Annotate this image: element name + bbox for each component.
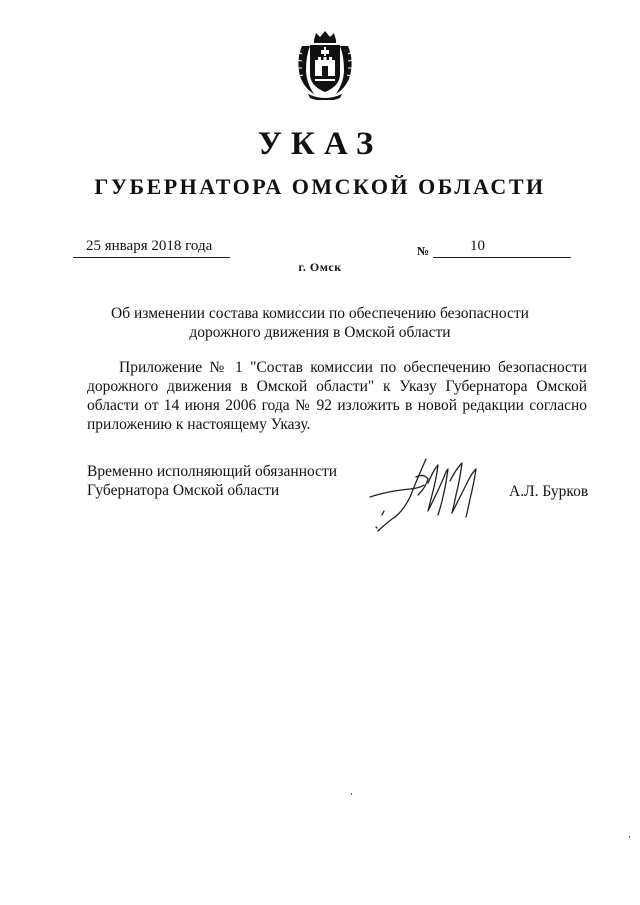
- handwritten-signature-icon: [366, 455, 496, 535]
- document-date: 25 января 2018 года: [86, 238, 213, 254]
- signer-position: [87, 462, 337, 500]
- document-heading: [90, 304, 550, 342]
- number-label: №: [417, 244, 430, 258]
- signer-position-line-2: Губернатора Омской области: [87, 482, 280, 499]
- scan-speck: [351, 793, 352, 795]
- heading-line-2: дорожного движения в Омской области: [189, 324, 451, 341]
- signer-position-line-1: Временно исполняющий обязанности: [87, 463, 338, 480]
- signer-name: А.Л. Бурков: [509, 483, 589, 500]
- document-number: 10: [470, 238, 485, 254]
- coat-of-arms-icon: [294, 30, 356, 100]
- document-title: УКАЗ: [257, 126, 383, 162]
- document-subtitle: ГУБЕРНАТОРА ОМСКОЙ ОБЛАСТИ: [94, 174, 546, 199]
- date-underline: [73, 257, 230, 258]
- number-underline: [433, 257, 571, 258]
- scan-speck: [629, 836, 630, 838]
- heading-line-1: Об изменении состава комиссии по обеспечению безопасности: [111, 305, 529, 322]
- date-field: [75, 236, 230, 258]
- city-name: г. Омск: [298, 260, 342, 274]
- document-body: Приложение № 1 "Состав комиссии по обеспечению безопасности дорожного движения в Омской области" к Указу Губернатора Омской области от 14 июня 2006 года № 92 изложить в новой редакции согласно приложению к настоящему Указу.: [87, 359, 587, 433]
